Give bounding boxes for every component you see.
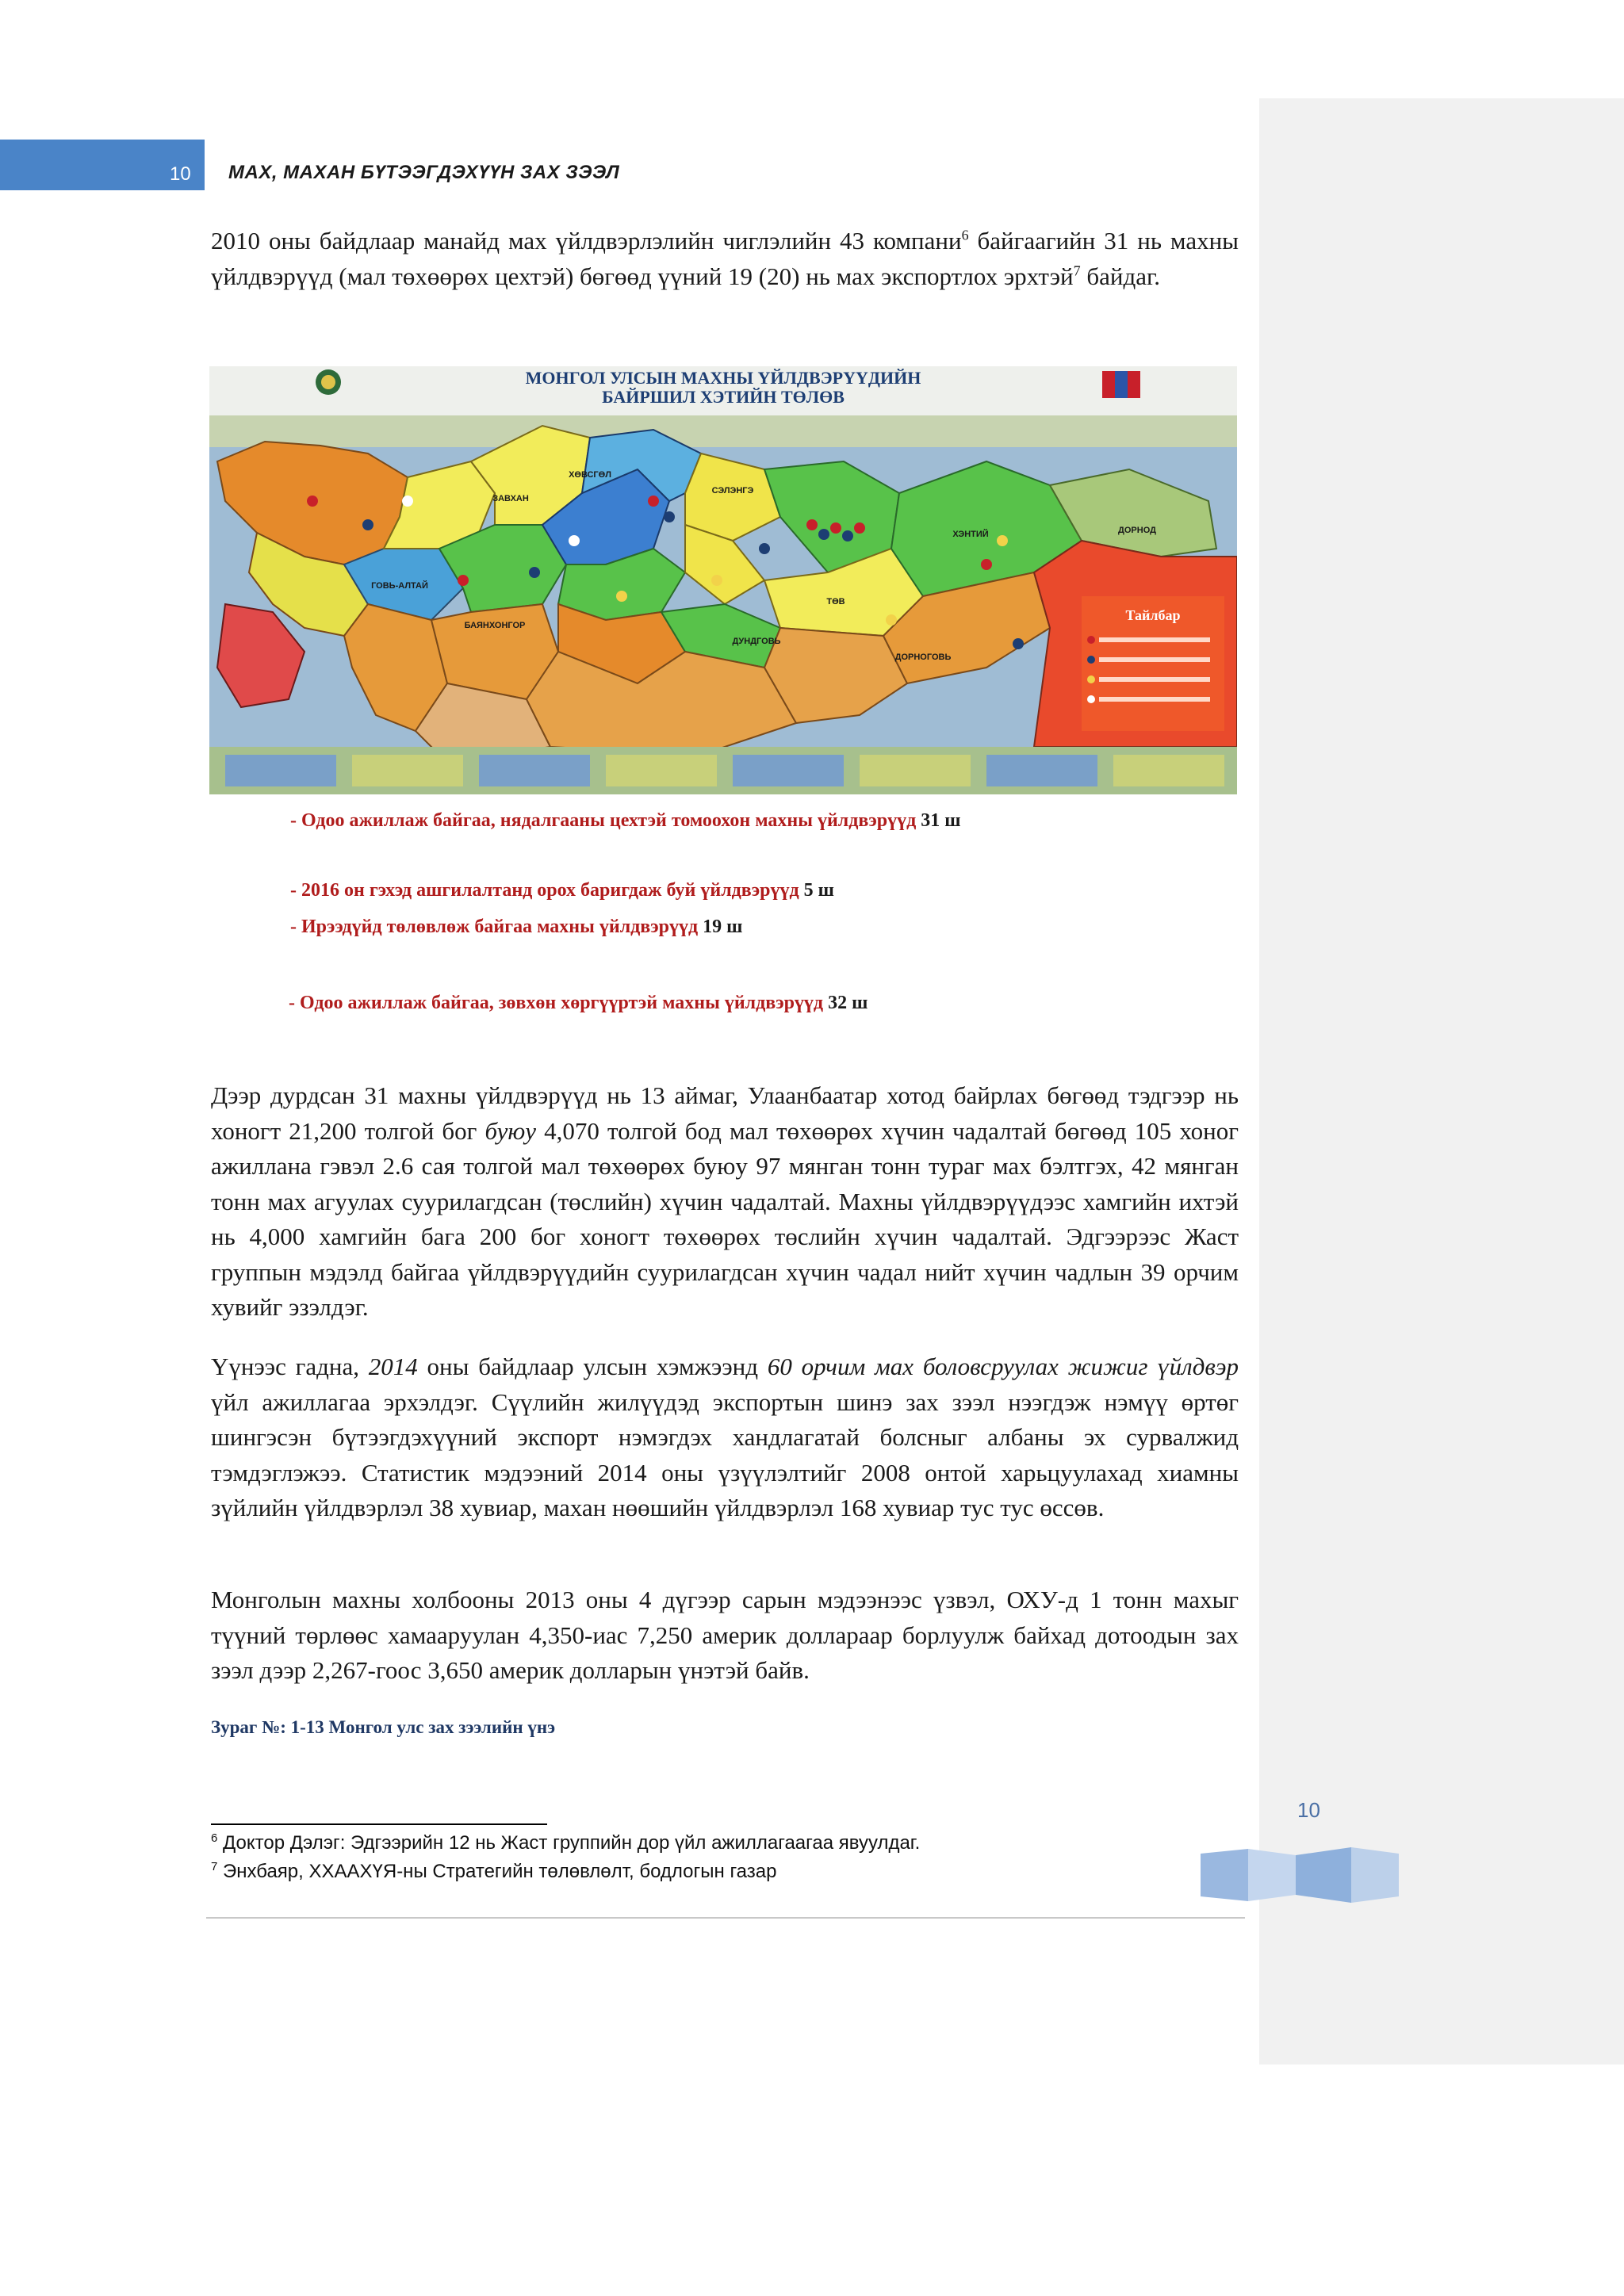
page-number-ribbon <box>1201 1846 1399 1908</box>
region-label: ДОРНОГОВЬ <box>894 652 952 662</box>
header-title: МАХ, МАХАН БҮТЭЭГДЭХҮҮН ЗАХ ЗЭЭЛ <box>228 162 620 183</box>
map-title-line2: БАЙРШИЛ ХЭТИЙН ТӨЛӨВ <box>602 387 845 407</box>
map-legend-title: Тайлбар <box>1125 607 1181 623</box>
legend-item-count: 31 ш <box>921 810 961 831</box>
para1-text-c: байдаг. <box>1080 262 1160 290</box>
para3-italic-phrase: 60 орчим мах боловсруулах жижиг үйлдвэр <box>767 1353 1239 1380</box>
para1-text-b: байгаагийн 31 нь махны үйлдвэрүүд (мал төхөөрөх цехтэй) бөгөөд үүний 19 (20) нь мах экспортлох эрхтэй <box>211 227 1239 290</box>
region-label: СЭЛЭНГЭ <box>711 486 754 496</box>
footnote-text: Энхбаяр, ХХААХҮЯ-ны Стратегийн төлөвлөлт, бодлогын газар <box>223 1861 777 1882</box>
map-title-line1: МОНГОЛ УЛСЫН МАХНЫ ҮЙЛДВЭРҮҮДИЙН <box>525 368 921 388</box>
legend-item-text: - Ирээдүйд төлөвлөж байгаа махны үйлдвэрүүд <box>290 916 699 937</box>
footnote-separator <box>211 1823 547 1825</box>
para2-italic: буюу <box>485 1116 537 1145</box>
footnote-7 <box>211 1860 776 1883</box>
para2-text-a: Дээр дурдсан 31 махны үйлдвэрүүд нь 13 аймаг, Улаанбаатар хотод байрлах бөгөөд тэдгээр нь хоногт 21,200 толгой бог <box>211 1081 1239 1145</box>
para2-text-b: 4,070 толгой бод мал төхөөрөх хүчин чадалтай бөгөөд 105 хоног ажиллана гэвэл 2.6 сая толгой мал төхөөрөх буюу 97 мянган тонн тураг мах бэлтгэх, 42 мянган тонн мах агуулах суурилагдсан (төслийн) хүчин чадалтай. Махны үйлдвэрүүдээс хамгийн ихтэй нь 4,000 хамгийн бага 200 бог хоногт төхөөрөх төслийн хүчин чадалтай. Эдгээрээс Жаст группын мэдэлд байгаа үйлдвэрүүдийн суурилагдсан хүчин чадал нийт хүчин чадлын 39 орчим хувийг эзэлдэг. <box>211 1116 1239 1321</box>
region-label: БАЯНХОНГОР <box>464 621 526 630</box>
side-page-number: 10 <box>1297 1798 1320 1822</box>
para1-text-a: 2010 оны байдлаар манайд мах үйлдвэрлэлийн чиглэлийн 43 компани <box>211 227 962 254</box>
paragraph-1 <box>211 224 1239 294</box>
legend-item <box>290 880 834 901</box>
mongolia-map-image <box>209 366 1237 794</box>
region-label: ГОВЬ-АЛТАЙ <box>371 581 428 591</box>
comment-pane <box>1259 98 1624 2064</box>
region-label: ЗАВХАН <box>492 494 529 503</box>
legend-item-count: 19 ш <box>703 916 743 937</box>
footnote-ref-7[interactable]: 7 <box>1073 262 1081 279</box>
legend-item-count: 32 ш <box>828 993 868 1013</box>
legend-item-text: - Одоо ажиллаж байгаа, нядалгааны цехтэй томоохон махны үйлдвэрүүд <box>290 810 917 831</box>
region-label: ХЭНТИЙ <box>952 530 989 539</box>
region-label: ДОРНОД <box>1118 526 1156 535</box>
footnote-mark: 6 <box>211 1831 218 1845</box>
footnote-ref-6[interactable]: 6 <box>961 227 969 243</box>
legend-item-count: 5 ш <box>803 880 834 901</box>
header-page-number: 10 <box>170 163 191 185</box>
legend-item <box>290 916 742 938</box>
legend-item <box>289 993 868 1014</box>
region-label: ДУНДГОВЬ <box>732 637 781 646</box>
paragraph-3 <box>211 1349 1239 1526</box>
para3-text-b: оны байдлаар улсын хэмжээнд <box>417 1353 768 1380</box>
page-bottom-rule <box>206 1917 1245 1919</box>
footnote-mark: 7 <box>211 1860 218 1873</box>
para3-italic-year: 2014 <box>368 1353 418 1380</box>
region-label: ТӨВ <box>826 597 845 607</box>
legend-item <box>290 810 961 832</box>
legend-item-text: - 2016 он гэхэд ашгилалтанд орох баригдаж буй үйлдвэрүүд <box>290 880 799 901</box>
footnote-6 <box>211 1831 920 1854</box>
para3-text-c: үйл ажиллагаа эрхэлдэг. Сүүлийн жилүүдэд экспортын шинэ зах зээл нээгдэж нэмүү өртөг шингэсэн бүтээгдэхүүний экспорт нэмэгдэх хандлагатай болсныг албаны эх сурвалжид тэмдэглэжээ. Статистик мэдээний 2014 оны үзүүлэлтийг 2008 онтой харьцуулахад хиамны зүйлийн үйлдвэрлэл 38 хувиар, махан нөөшийн үйлдвэрлэл 168 хувиар тус тус өссөв. <box>211 1387 1239 1521</box>
paragraph-4: Монголын махны холбооны 2013 оны 4 дүгээр сарын мэдээнээс үзвэл, ОХУ-д 1 тонн махыг түүний төрлөөс хамааруулан 4,350-иас 7,250 америк доллараар борлуулж байхад дотоодын зах зээл дээр 2,267-гоос 3,650 америк долларын үнэтэй байв. <box>211 1586 1239 1684</box>
figure-caption: Зураг №: 1-13 Монгол улс зах зээлийн үнэ <box>211 1717 556 1737</box>
legend-item-text: - Одоо ажиллаж байгаа, зөвхөн хөргүүртэй махны үйлдвэрүүд <box>289 993 824 1013</box>
region-label: ХӨВСГӨЛ <box>569 470 611 480</box>
para3-text-a: Үүнээс гадна, <box>211 1353 369 1380</box>
footnote-text: Доктор Дэлэг: Эдгээрийн 12 нь Жаст группийн дор үйл ажиллагаагаа явуулдаг. <box>223 1832 921 1854</box>
paragraph-2 <box>211 1078 1239 1326</box>
